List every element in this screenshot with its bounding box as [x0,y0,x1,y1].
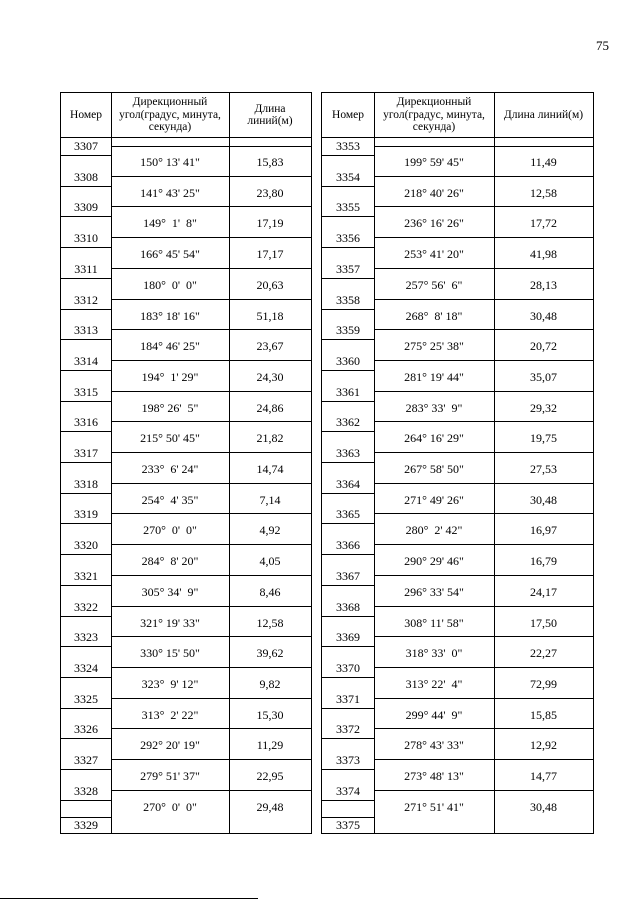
row-divider [374,206,593,207]
line-length: 4,05 [259,554,281,569]
line-length: 19,75 [530,431,557,446]
line-length: 21,82 [256,431,284,446]
row-divider [61,708,111,709]
point-number: 3368 [336,599,360,614]
point-number: 3311 [74,261,98,276]
point-number: 3366 [336,538,360,553]
direction-angle: 323° 9' 12" [141,676,199,691]
point-number: 3323 [74,630,98,645]
row-divider [111,667,311,668]
point-number: 3372 [336,722,360,737]
direction-angle: 283° 33' 9" [405,400,463,415]
direction-angle: 199° 59' 45" [404,155,464,169]
row-divider [111,759,311,760]
direction-angle: 308° 11' 58" [404,615,464,630]
direction-angle: 279° 51' 37" [140,769,200,783]
point-number: 3369 [336,630,360,645]
row-divider [374,544,593,545]
row-divider [374,268,593,269]
direction-angle: 271° 51' 41" [404,799,464,814]
direction-angle: 281° 19' 44" [404,369,464,384]
footer-rule [0,898,258,899]
line-length: 9,82 [259,676,281,691]
row-divider [322,817,374,818]
direction-angle: 280° 2' 42" [405,523,463,538]
row-divider [322,370,374,371]
point-number: 3325 [74,691,98,706]
row-divider [111,790,311,791]
line-length: 12,58 [530,185,557,200]
row-divider [374,759,593,760]
row-divider [61,216,111,217]
line-length: 14,74 [256,462,284,476]
row-divider [322,523,374,524]
row-divider [61,800,111,801]
direction-angle: 198° 26' 5" [141,400,199,415]
row-divider [61,309,111,310]
direction-angle: 292° 20' 19" [140,738,200,753]
line-length: 17,19 [256,216,284,231]
line-length: 51,18 [256,308,284,323]
row-divider [111,146,311,147]
point-number: 3316 [74,415,98,430]
point-number: 3361 [336,384,360,399]
row-divider [322,247,374,248]
row-divider [111,606,311,607]
line-length: 15,83 [256,155,284,169]
line-length: 7,14 [259,492,281,507]
row-divider [322,616,374,617]
row-divider [111,421,311,422]
row-divider [61,585,111,586]
line-length: 15,85 [530,707,557,722]
direction-angle: 299° 44' 9" [405,707,463,722]
page-number: 75 [596,38,609,53]
row-divider [374,790,593,791]
row-divider [61,616,111,617]
line-length: 12,92 [530,738,557,753]
row-divider [61,817,111,818]
row-divider [111,329,311,330]
row-divider [111,728,311,729]
direction-angle: 278° 43' 33" [404,738,464,753]
row-divider [322,339,374,340]
line-length: 4,92 [259,523,281,538]
point-number: 3310 [74,231,98,246]
direction-angle: 290° 29' 46" [404,554,464,569]
point-number: 3322 [74,599,98,614]
row-divider [322,186,374,187]
line-length: 29,48 [256,799,284,814]
point-number: 3329 [74,818,98,832]
header-number: Номер [70,108,102,121]
row-divider [61,493,111,494]
row-divider [374,421,593,422]
table-header [322,93,593,138]
row-divider [61,401,111,402]
point-number: 3358 [336,292,360,307]
row-divider [61,646,111,647]
line-length: 24,17 [530,584,557,599]
row-divider [322,401,374,402]
point-number: 3364 [336,476,360,491]
direction-angle: 313° 22' 4" [405,676,463,691]
line-length: 16,97 [530,523,557,538]
direction-angle: 233° 6' 24" [141,462,199,476]
line-length: 30,48 [530,492,557,507]
row-divider [111,237,311,238]
point-number: 3359 [336,323,360,338]
line-length: 39,62 [256,646,284,661]
line-length: 29,32 [530,400,557,415]
point-number: 3367 [336,568,360,583]
row-divider [374,329,593,330]
direction-angle: 271° 49' 26" [404,492,464,507]
row-divider [374,237,593,238]
row-divider [374,483,593,484]
row-divider [374,636,593,637]
line-length: 8,46 [259,584,281,599]
row-divider [111,544,311,545]
point-number: 3373 [336,753,360,767]
table-header [61,93,311,138]
point-number: 3327 [74,753,98,767]
row-divider [322,738,374,739]
row-divider [111,513,311,514]
row-divider [322,278,374,279]
direction-angle: 275° 25' 38" [404,339,464,354]
row-divider [61,738,111,739]
line-length: 30,48 [530,799,557,814]
direction-angle: 268° 8' 18" [405,308,463,323]
row-divider [111,360,311,361]
row-divider [374,391,593,392]
point-number: 3375 [336,818,360,832]
direction-angle: 305° 34' 9" [141,584,199,599]
point-number: 3355 [336,200,360,215]
point-number: 3317 [74,446,98,460]
point-number: 3312 [74,292,98,307]
row-divider [61,769,111,770]
row-divider [61,370,111,371]
row-divider [322,155,374,156]
row-divider [111,575,311,576]
point-number: 3354 [336,169,360,184]
point-number: 3308 [74,169,98,184]
direction-angle: 267° 58' 50" [404,462,464,476]
line-length: 28,13 [530,277,557,292]
header-length: Длина линий(м) [247,102,293,127]
row-divider [322,431,374,432]
direction-angle: 270° 0' 0" [143,799,197,814]
row-divider [61,677,111,678]
point-number: 3356 [336,231,360,246]
direction-angle: 257° 56' 6" [405,277,463,292]
line-length: 41,98 [530,247,557,262]
direction-angle: 150° 13' 41" [140,155,200,169]
row-divider [322,585,374,586]
point-number: 3371 [336,691,360,706]
row-divider [111,636,311,637]
line-length: 17,17 [256,247,284,262]
direction-angle: 318° 33' 0" [405,646,463,661]
point-number: 3315 [74,384,98,399]
point-number: 3320 [74,538,98,553]
row-divider [111,268,311,269]
row-divider [374,360,593,361]
row-divider [111,452,311,453]
line-length: 17,50 [530,615,557,630]
header-length: Длина линий(м) [503,108,584,121]
point-number: 3374 [336,783,360,798]
direction-angle: 264° 16' 29" [404,431,464,446]
row-divider [111,698,311,699]
direction-angle: 184° 46' 25" [140,339,200,354]
header-angle: Дирекционный угол(градус, минута, секунда) [119,96,221,134]
direction-angle: 254° 4' 35" [141,492,199,507]
point-number: 3321 [74,568,98,583]
direction-angle: 330° 15' 50" [140,646,200,661]
row-divider [374,667,593,668]
line-length: 11,29 [256,738,284,753]
row-divider [61,155,111,156]
point-number: 3309 [74,200,98,215]
row-divider [111,299,311,300]
left-coordinates-table [60,92,312,834]
point-number: 3360 [336,353,360,368]
row-divider [374,452,593,453]
point-number: 3326 [74,722,98,737]
row-divider [111,206,311,207]
row-divider [374,513,593,514]
row-divider [322,708,374,709]
direction-angle: 270° 0' 0" [143,523,197,538]
row-divider [61,462,111,463]
row-divider [374,575,593,576]
row-divider [111,391,311,392]
point-number: 3357 [336,261,360,276]
line-length: 12,58 [256,615,284,630]
direction-angle: 180° 0' 0" [143,277,197,292]
point-number: 3328 [74,783,98,798]
point-number: 3363 [336,446,360,460]
row-divider [322,677,374,678]
line-length: 11,49 [530,155,557,169]
row-divider [322,493,374,494]
row-divider [61,247,111,248]
line-length: 20,63 [256,277,284,292]
direction-angle: 296° 33' 54" [404,584,464,599]
row-divider [374,728,593,729]
line-length: 35,07 [530,369,557,384]
point-number: 3362 [336,415,360,430]
direction-angle: 313° 2' 22" [141,707,199,722]
direction-angle: 236° 16' 26" [404,216,464,231]
direction-angle: 149° 1' 8" [143,216,197,231]
direction-angle: 183° 18' 16" [140,308,200,323]
point-number: 3365 [336,507,360,522]
direction-angle: 273° 48' 13" [404,769,464,783]
point-number: 3319 [74,507,98,522]
point-number: 3314 [74,353,98,368]
row-divider [322,800,374,801]
line-length: 20,72 [530,339,557,354]
direction-angle: 166° 45' 54" [140,247,200,262]
row-divider [322,769,374,770]
row-divider [322,646,374,647]
line-length: 16,79 [530,554,557,569]
direction-angle: 284° 8' 20" [141,554,199,569]
row-divider [61,523,111,524]
point-number: 3313 [74,323,98,338]
line-length: 27,53 [530,462,557,476]
direction-angle: 194° 1' 29" [141,369,199,384]
row-divider [61,339,111,340]
point-number: 3324 [74,660,98,675]
header-angle: Дирекционный угол(градус, минута, секунда) [383,96,485,134]
line-length: 15,30 [256,707,284,722]
row-divider [322,216,374,217]
line-length: 14,77 [530,769,557,783]
row-divider [322,554,374,555]
row-divider [374,146,593,147]
row-divider [61,554,111,555]
row-divider [111,176,311,177]
point-number: 3353 [336,139,360,153]
row-divider [61,431,111,432]
point-number: 3318 [74,476,98,491]
line-length: 22,95 [256,769,284,783]
line-length: 17,72 [530,216,557,231]
line-length: 23,80 [256,185,284,200]
row-divider [374,176,593,177]
line-length: 72,99 [530,676,557,691]
line-length: 30,48 [530,308,557,323]
row-divider [61,186,111,187]
line-length: 24,30 [256,369,284,384]
line-length: 22,27 [530,646,557,661]
row-divider [374,698,593,699]
row-divider [374,299,593,300]
header-number: Номер [332,108,364,121]
direction-angle: 141° 43' 25" [140,185,200,200]
row-divider [322,309,374,310]
direction-angle: 321° 19' 33" [140,615,200,630]
point-number: 3370 [336,660,360,675]
row-divider [374,606,593,607]
row-divider [61,278,111,279]
line-length: 24,86 [256,400,284,415]
row-divider [322,462,374,463]
line-length: 23,67 [256,339,284,354]
direction-angle: 215° 50' 45" [140,431,200,446]
direction-angle: 218° 40' 26" [404,185,464,200]
right-coordinates-table [321,92,594,834]
point-number: 3307 [74,139,98,153]
row-divider [111,483,311,484]
direction-angle: 253° 41' 20" [404,247,464,262]
